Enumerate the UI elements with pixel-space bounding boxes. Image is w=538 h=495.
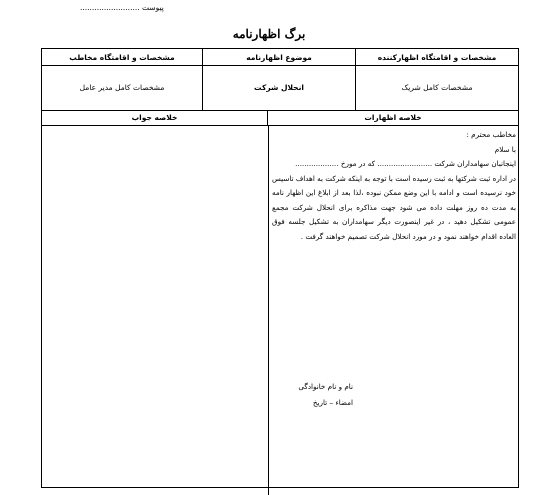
header-row (42, 49, 518, 66)
declaration-body (272, 128, 516, 244)
declaration-form (41, 48, 519, 488)
subject-value: انحلال شرکت (203, 65, 356, 110)
declarant-value: مشخصات کامل شریک (401, 83, 473, 92)
attachment-label: پیوست ......................... (80, 3, 164, 12)
values-row (42, 65, 518, 111)
declarant-header: مشخصات و اقامتگاه اظهارکننده (377, 52, 497, 62)
addressee-header: مشخصات و اقامتگاه مخاطب (42, 49, 203, 65)
column-divider (268, 125, 269, 495)
salutation: با سلام (494, 144, 516, 154)
body-paragraph: در اداره ثبت شرکتها به ثبت رسیده است با توجه به اینکه شرکت به اهداف تاسیس خود نرسیده است و ادامه با این وضع ممکن نبوده ،لذا بعد از ابلاغ این اظهار نامه به مدت ده روز مهلت داده می شود جهت مذاکره برای انحلال شرکت مجمع عمومی تشکیل دهید ، در غیر اینصورت دیگر سهامداران به تشکیل جلسه فوق العاده اقدام خواهند نمود و در مورد انحلال شرکت تصمیم خواهند گرفت . (272, 173, 516, 241)
full-name-label: نام و نام خانوادگی (298, 382, 353, 391)
addressee-value: مشخصات کامل مدیر عامل (42, 65, 203, 110)
response-summary-header: خلاصه جواب (42, 110, 268, 125)
greeting: مخاطب محترم : (466, 130, 516, 139)
declarations-summary-header: خلاصه اظهارات (364, 113, 422, 122)
subject-header: موضوع اظهارنامه (203, 49, 356, 65)
sign-date-label: امضاء – تاریخ (312, 398, 353, 407)
page-title: برگ اظهارنامه (232, 27, 306, 41)
company-line: اینجانبان سهامداران شرکت ........................ که در مورخ ................... (295, 159, 516, 168)
signature-block (298, 379, 353, 411)
summary-header-row (42, 110, 518, 126)
